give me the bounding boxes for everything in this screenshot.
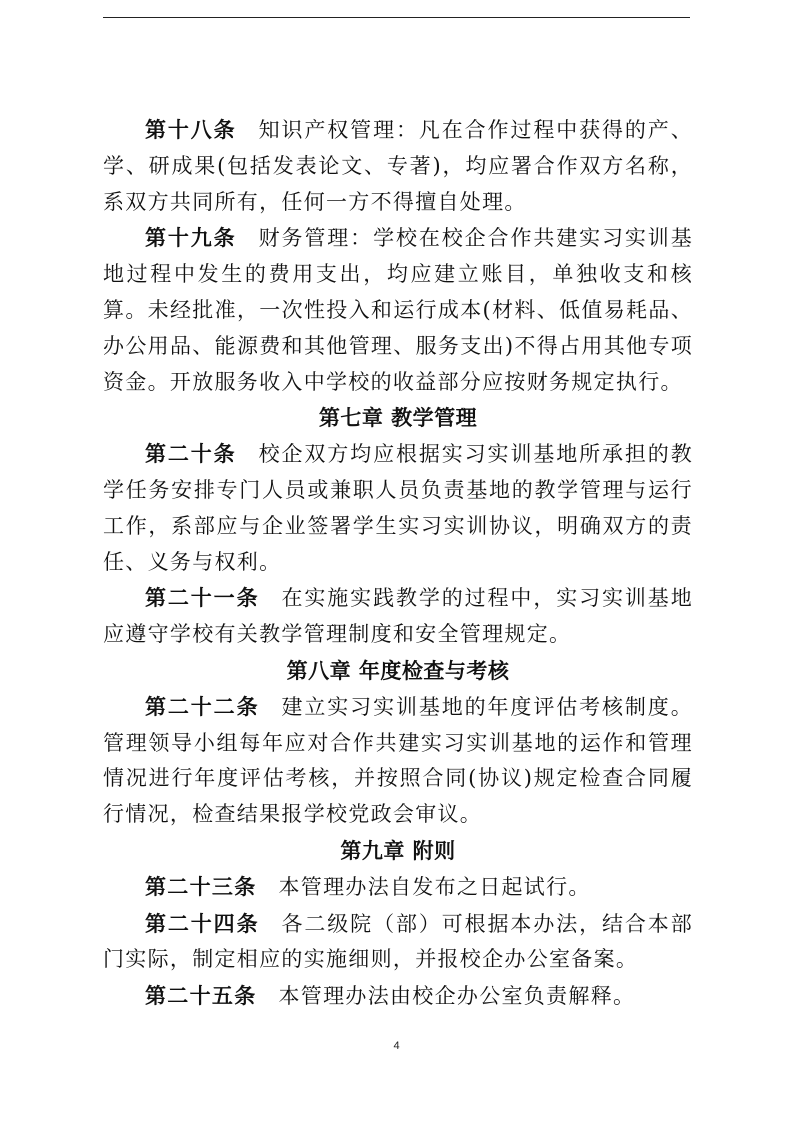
document-body bbox=[103, 112, 693, 1015]
article-text: 财务管理：学校在校企合作共建实习实训基地过程中发生的费用支出，均应建立账目，单独收支和核算。未经批准，一次性投入和运行成本(材料、低值易耗品、办公用品、能源费和其他管理、服务支出)不得占用其他专项资金。开放服务收入中学校的收益部分应按财务规定执行。 bbox=[103, 226, 694, 394]
article-25 bbox=[103, 978, 693, 1015]
article-number: 第二十一条 bbox=[145, 585, 260, 611]
article-18 bbox=[103, 112, 693, 220]
article-number: 第十九条 bbox=[145, 225, 237, 251]
article-number: 第二十四条 bbox=[145, 910, 260, 936]
page-number: 4 bbox=[393, 1040, 400, 1052]
chapter-8-heading: 第八章 年度检查与考核 bbox=[286, 657, 510, 683]
article-text: 各二级院（部）可根据本办法，结合本部门实际，制定相应的实施细则，并报校企办公室备案。 bbox=[103, 911, 694, 972]
article-number: 第十八条 bbox=[145, 117, 237, 142]
chapter-7-heading: 第七章 教学管理 bbox=[318, 405, 478, 431]
article-20 bbox=[103, 436, 693, 580]
article-number: 第二十三条 bbox=[145, 873, 257, 899]
article-text: 建立实习实训基地的年度评估考核制度。管理领导小组每年应对合作共建实习实训基地的运作和管理情况进行年度评估考核，并按照合同(协议)规定检查合同履行情况，检查结果报学校党政会审议。 bbox=[103, 694, 694, 827]
article-number: 第二十五条 bbox=[145, 983, 257, 1009]
article-text: 知识产权管理：凡在合作过程中获得的产、学、研成果(包括发表论文、专著)，均应署合作双方名称，系双方共同所有，任何一方不得擅自处理。 bbox=[103, 118, 694, 214]
article-number: 第二十条 bbox=[145, 441, 237, 467]
article-21 bbox=[103, 580, 693, 653]
article-number: 第二十二条 bbox=[145, 693, 260, 719]
article-text: 在实施实践教学的过程中，实习实训基地应遵守学校有关教学管理制度和安全管理规定。 bbox=[103, 586, 694, 647]
article-19 bbox=[103, 220, 693, 400]
chapter-9-heading: 第九章 附则 bbox=[340, 837, 456, 863]
header-rule bbox=[103, 17, 690, 18]
article-text: 本管理办法由校企办公室负责解释。 bbox=[278, 984, 636, 1009]
article-text: 校企双方均应根据实习实训基地所承担的教学任务安排专门人员或兼职人员负责基地的教学管理与运行工作，系部应与企业签署学生实习实训协议，明确双方的责任、义务与权利。 bbox=[103, 442, 694, 574]
article-text: 本管理办法自发布之日起试行。 bbox=[278, 874, 591, 899]
article-22 bbox=[103, 689, 693, 833]
article-23 bbox=[103, 869, 693, 906]
article-24 bbox=[103, 906, 693, 979]
